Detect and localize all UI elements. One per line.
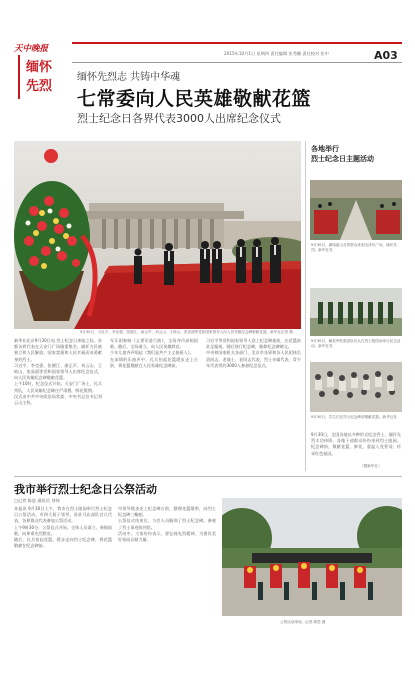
- header-rule: [72, 42, 402, 44]
- body-paragraph: 习近平等党和国家领导人登上纪念碑基座，在花篮前驻足凝视，随后绕行纪念碑，瞻仰纪念碑碑文。: [206, 338, 301, 350]
- body-paragraph: 中央和国家机关各部门、北京市各界和各人民团体负责同志，老战士、老同志代表，烈士亲属代表，青少年代表等约3000人参加纪念仪式。: [206, 350, 301, 368]
- side-photo-2: [310, 288, 402, 336]
- side-caption-1: 9月30日，湖南韶山各界群众来到毛泽东广场，缅怀先烈。新华社发: [311, 243, 397, 252]
- body-paragraph: 少年儿童齐声唱起《我们是共产主义接班人》。: [110, 350, 194, 356]
- body-column-3: [206, 338, 301, 472]
- main-photo: [14, 141, 301, 329]
- city-paragraph: 公祭仪式结束后，与会人员瞻仰了烈士纪念碑，参观了烈士事迹陈列馆。: [118, 518, 216, 530]
- city-photo-caption: 公祭活动现场。记者 陈思 摄: [280, 620, 326, 624]
- side-body-text: 9月30日，全国各地以多种形式纪念烈士，缅怀先烈丰功伟绩。各地干部群众纷纷来到烈士陵园、纪念碑前，敬献花篮、鲜花，重温入党誓词，传承红色基因。: [311, 432, 401, 456]
- city-paragraph: 本报讯 9月30日上午，我市在烈士陵园举行烈士纪念日公祭活动，市四大班子领导，驻驻马店部队官兵代表，各界群众代表参加公祭活动。: [14, 506, 112, 524]
- body-column-1: [14, 338, 102, 472]
- city-section-rule: [14, 476, 402, 477]
- side-credit: （据新华社）: [360, 464, 382, 468]
- masthead-bracket: [18, 55, 20, 99]
- main-photo-caption: 9月30日，习近平、李克强、张德江、俞正声、刘云山、王岐山、张高丽等党和国家领导人向人民英雄纪念碑敬献花篮。新华社记者 摄: [80, 330, 293, 334]
- city-photo: [222, 498, 402, 616]
- side-photo-3: [310, 362, 402, 412]
- side-title-2: 烈士纪念日主题活动: [311, 155, 374, 163]
- body-paragraph: 在深情的乐曲声中，礼兵抬起花篮缓步走上台阶，将花篮敬献在人民英雄纪念碑前。: [110, 356, 198, 368]
- city-column-2: [118, 506, 216, 658]
- city-column-1: [14, 506, 112, 658]
- body-paragraph: 上午10时，纪念仪式开始。天安门广场上，礼兵列队，人民英雄纪念碑庄严肃穆，鲜花簇拥。: [14, 381, 102, 393]
- column-label-2: 先烈: [26, 79, 53, 94]
- city-paragraph: 上午9时30分，公祭仪式开始。全体人员肃立，奏唱国歌，向革命先烈默哀。: [14, 524, 112, 536]
- body-column-2: [110, 338, 198, 472]
- side-title-1: 各地举行: [311, 145, 339, 153]
- side-photo-1: [310, 180, 402, 240]
- header-thin-rule: [72, 62, 402, 63]
- column-label-1: 缅怀: [26, 60, 53, 75]
- body-paragraph: 新华社北京9月30日电 烈士纪念日来临之际，首都各界代表在天安门广场隆重集会，缅怀为民族独立和人民解放、国家富强和人民幸福而英勇献身的烈士。: [14, 338, 102, 362]
- body-paragraph: 仪式由中共中央政治局常委、中央书记处书记刘云山主持。: [14, 393, 102, 406]
- headline-main: 七常委向人民英雄敬献花篮: [77, 88, 312, 110]
- page-number: A03: [374, 49, 398, 62]
- headline-subtitle: 烈士纪念日各界代表3000人出席纪念仪式: [77, 112, 281, 125]
- city-headline: 我市举行烈士纪念日公祭活动: [14, 483, 157, 496]
- side-caption-2: 9月30日，解放军驻港部队官兵在烈士陵园前举行纪念活动。新华社发: [311, 339, 401, 348]
- city-paragraph: 活动中，大家纷纷表示，要弘扬先烈精神，为建设美好家园贡献力量。: [118, 530, 216, 543]
- side-divider: [305, 141, 306, 471]
- headline-kicker: 缅怀先烈志 共铸中华魂: [77, 72, 181, 83]
- side-caption-3: 9月30日，学生们在烈士纪念碑前敬献花篮。新华社发: [311, 415, 397, 419]
- body-paragraph: 习近平、李克强、张德江、俞正声、刘云山、王岐山、张高丽等党和国家领导人出席纪念仪式，向人民英雄纪念碑敬献花篮。: [14, 362, 102, 381]
- body-paragraph: 军乐团奏响《义勇军进行曲》，全场齐声高唱国歌。随后，全场肃立，向人民英雄默哀。: [110, 338, 198, 350]
- city-paragraph: 市领导缓步走上纪念碑台阶，整理花篮缎带，向烈士纪念碑三鞠躬。: [118, 506, 216, 518]
- masthead: [14, 42, 66, 104]
- masthead-paper-name: 天中晚报: [14, 44, 49, 54]
- city-paragraph: 随后，礼兵抬起花篮，缓步走向烈士纪念碑，将花篮敬献在纪念碑前。: [14, 537, 112, 549]
- date-line: 2015年10月1日 星期四 责任编辑 张秀鹏 责任校对 张中: [224, 51, 329, 56]
- city-byline: □记者 陈思 通讯员 刘伟: [14, 498, 60, 503]
